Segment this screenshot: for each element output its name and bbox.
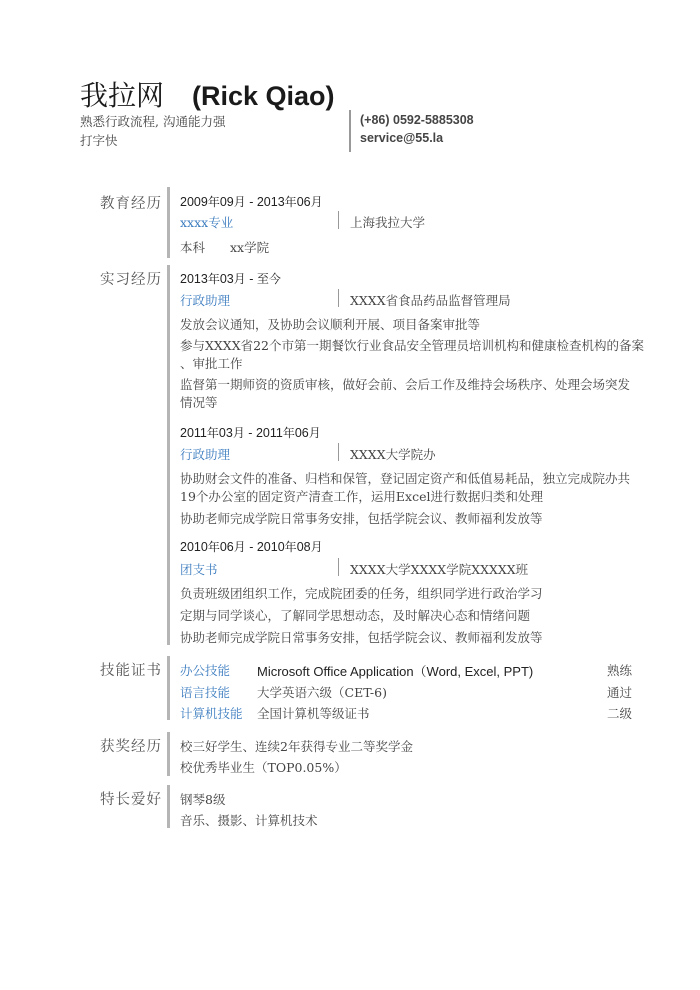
skill-name: 语言技能: [180, 685, 231, 700]
section-title-hobbies: 特长爱好: [100, 792, 162, 808]
tagline-1: 熟悉行政流程, 沟通能力强: [80, 114, 226, 129]
internship-2-line: 协助财会文件的准备、归档和保管，登记固定资产和低值易耗品，独立完成院办共: [180, 471, 631, 486]
internship-3-org: XXXX大学XXXX学院XXXXX班: [350, 562, 529, 577]
section-title-skills: 技能证书: [100, 663, 162, 679]
email-address: service@55.la: [360, 131, 444, 145]
internship-3-line: 协助老师完成学院日常事务安排，包括学院会议、教师福利发放等: [180, 630, 543, 645]
skill-detail: Microsoft Office Application（Word, Excel, PPT): [257, 664, 534, 679]
section-bar-awards: [167, 732, 170, 776]
award-item: 校三好学生、连续2年获得专业二等奖学金: [180, 739, 413, 754]
education-divider: [338, 211, 339, 229]
internship-2-line: 19个办公室的固定资产清查工作，运用Excel进行数据归类和处理: [180, 489, 543, 504]
internship-1-date: 2013年03月 - 至今: [180, 272, 281, 286]
internship-1-line: 参与XXXX省22个市第一期餐饮行业食品安全管理员培训机构和健康检查机构的备案: [180, 338, 645, 353]
internship-1-org: XXXX省食品药品监督管理局: [350, 293, 511, 308]
internship-3-date: 2010年06月 - 2010年08月: [180, 540, 323, 554]
internship-1-divider: [338, 289, 339, 307]
education-college: xx学院: [230, 240, 270, 255]
internship-1-line: 监督第一期师资的资质审核，做好会前、会后工作及维持会场秩序、处理会场突发: [180, 377, 631, 392]
name-english: (Rick Qiao): [192, 81, 335, 111]
skill-name: 计算机技能: [180, 706, 243, 721]
skill-name: 办公技能: [180, 663, 231, 678]
internship-3-line: 负责班级团组织工作，完成院团委的任务，组织同学进行政治学习: [180, 586, 543, 601]
section-title-internship: 实习经历: [100, 272, 162, 288]
award-item: 校优秀毕业生（TOP0.05%）: [180, 760, 347, 775]
hobby-item: 钢琴8级: [180, 792, 226, 807]
skill-detail: 大学英语六级（CET-6): [257, 685, 387, 700]
internship-3-role: 团支书: [180, 562, 218, 577]
internship-1-line: 发放会议通知，及协助会议顺利开展、项目备案审批等: [180, 317, 481, 332]
section-title-education: 教育经历: [100, 196, 162, 212]
internship-2-date: 2011年03月 - 2011年06月: [180, 426, 321, 440]
education-school: 上海我拉大学: [350, 215, 426, 230]
internship-1-line: 、审批工作: [180, 356, 243, 371]
skill-level: 二级: [606, 706, 632, 721]
section-bar-hobbies: [167, 785, 170, 828]
internship-1-role: 行政助理: [180, 293, 231, 308]
tagline-2: 打字快: [80, 133, 118, 148]
hobby-item: 音乐、摄影、计算机技术: [180, 813, 318, 828]
resume-name: [80, 74, 335, 114]
internship-2-line: 协助老师完成学院日常事务安排，包括学院会议、教师福利发放等: [180, 511, 543, 526]
skill-level: 熟练: [606, 663, 632, 678]
skill-level: 通过: [606, 685, 632, 700]
education-degree: 本科: [180, 240, 206, 255]
internship-2-divider: [338, 443, 339, 461]
internship-2-role: 行政助理: [180, 447, 231, 462]
internship-1-line: 情况等: [180, 395, 218, 410]
education-date: 2009年09月 - 2013年06月: [180, 195, 323, 209]
contact-divider: [349, 110, 351, 152]
section-bar-internship: [167, 265, 170, 645]
phone-number: (+86) 0592-5885308: [360, 113, 474, 127]
internship-3-divider: [338, 558, 339, 576]
internship-3-line: 定期与同学谈心，了解同学思想动态，及时解决心态和情绪问题: [180, 608, 531, 623]
section-bar-skills: [167, 656, 170, 720]
education-major: xxxx专业: [180, 215, 234, 230]
name-chinese: 我拉网: [80, 79, 165, 112]
skill-detail: 全国计算机等级证书: [257, 706, 370, 721]
internship-2-org: XXXX大学院办: [350, 447, 436, 462]
section-title-awards: 获奖经历: [100, 739, 162, 755]
section-bar-education: [167, 187, 170, 258]
